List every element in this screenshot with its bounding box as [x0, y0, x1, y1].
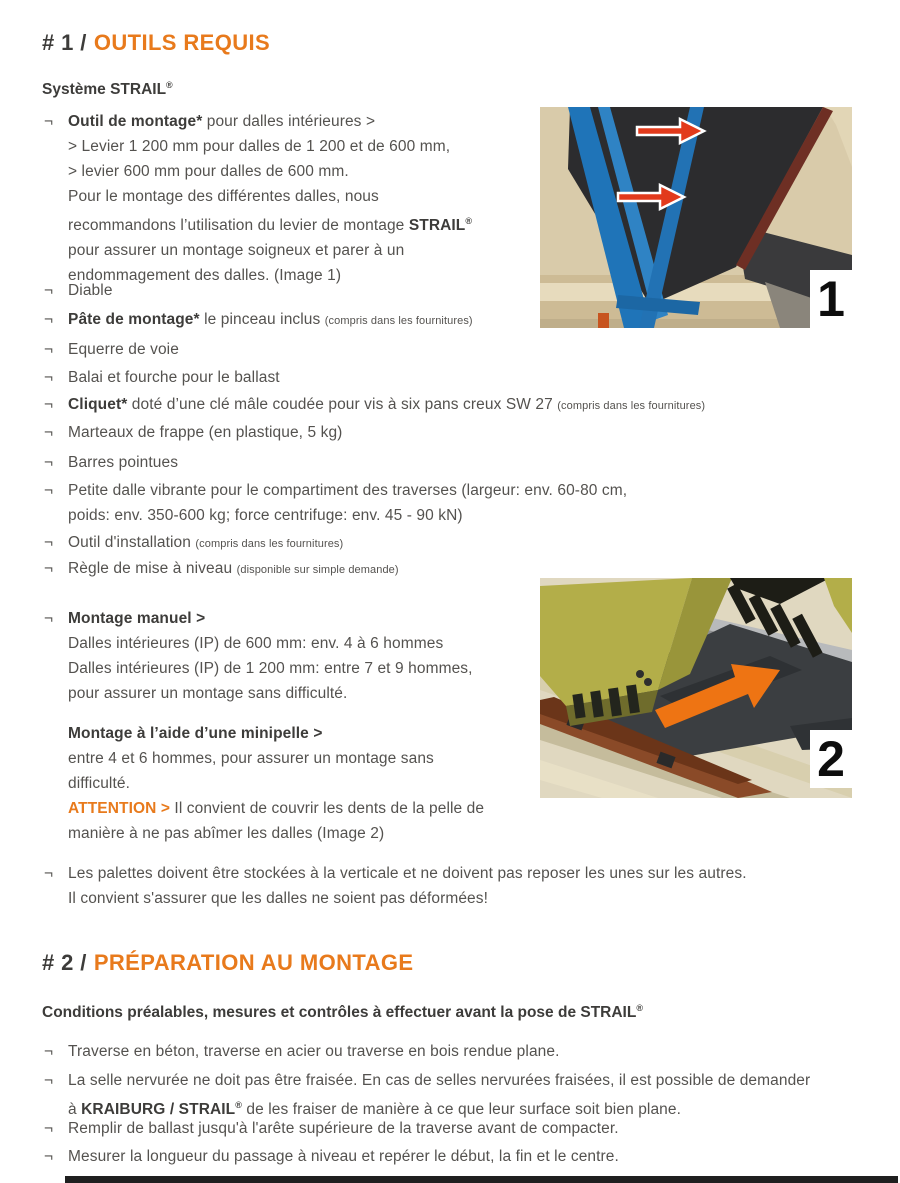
- excavator-panel-photo-illustration: [540, 578, 852, 798]
- rail-panel-photo-illustration: [540, 107, 852, 328]
- list-item: ¬ Les palettes doivent être stockées à la verticale et ne doivent pas reposer les unes sur les autres. Il convient s'assurer que les dalles ne soient pas déformées!: [44, 865, 747, 907]
- list-item: ¬ Balai et fourche pour le ballast: [44, 369, 280, 386]
- image-number-badge: 2: [810, 730, 852, 788]
- bullet-marker: ¬: [44, 113, 54, 130]
- section1-number: # 1 /: [42, 30, 87, 55]
- section2-number: # 2 /: [42, 950, 87, 975]
- section1-heading: [42, 30, 270, 56]
- registered-mark: ®: [465, 216, 473, 226]
- list-item: ¬ Montage manuel > Dalles intérieures (IP) de 600 mm: env. 4 à 6 hommes Dalles intérieures (IP) de 1 200 mm: entre 7 et 9 hommes, pour assurer un montage sans difficulté.: [44, 610, 473, 702]
- section1-subtitle: Système STRAIL®: [42, 80, 173, 99]
- list-item: ¬ La selle nervurée ne doit pas être fraisée. En cas de selles nervurées fraisées, il est possible de demander à KRAIBURG / STRAIL® de les fraiser de manière à ce que leur surface soit bien plane.: [44, 1072, 811, 1119]
- bottom-rule: [65, 1176, 898, 1183]
- image-number-badge: 1: [810, 270, 852, 328]
- registered-mark: ®: [636, 1003, 643, 1013]
- list-item: ¬ Cliquet* doté d’une clé mâle coudée pour vis à six pans creux SW 27 (compris dans les fournitures): [44, 396, 706, 413]
- photo-montage-levier: [540, 107, 852, 328]
- sub-section-minipelle: Montage à l’aide d’une minipelle > entre 4 et 6 hommes, pour assurer un montage sans difficulté.: [68, 725, 434, 792]
- list-item: ¬ Pâte de montage* le pinceau inclus (compris dans les fournitures): [44, 311, 473, 328]
- list-item: ¬ Marteaux de frappe (en plastique, 5 kg): [44, 424, 343, 441]
- list-item: ¬ Traverse en béton, traverse en acier ou traverse en bois rendue plane.: [44, 1043, 560, 1060]
- list-item: ¬ Remplir de ballast jusqu'à l'arête supérieure de la traverse avant de compacter.: [44, 1120, 619, 1137]
- attention-label: ATTENTION >: [68, 800, 170, 817]
- list-item: ¬ Règle de mise à niveau (disponible sur simple demande): [44, 560, 399, 577]
- registered-mark: ®: [166, 80, 173, 90]
- list-item: ¬ Diable: [44, 282, 113, 299]
- list-item: ¬ Outil d'installation (compris dans les fournitures): [44, 534, 344, 551]
- section2-heading: [42, 950, 413, 976]
- registered-mark: ®: [235, 1100, 242, 1110]
- attention-note: ATTENTION > Il convient de couvrir les dents de la pelle de manière à ne pas abîmer les dalles (Image 2): [68, 800, 485, 842]
- list-item: ¬ Mesurer la longueur du passage à niveau et repérer le début, la fin et le centre.: [44, 1148, 619, 1165]
- section1-title: OUTILS REQUIS: [93, 30, 271, 55]
- list-item: ¬ Petite dalle vibrante pour le compartiment des traverses (largeur: env. 60-80 cm, poids: env. 350-600 kg; force centrifuge: env. 45 - 90 kN): [44, 482, 628, 524]
- list-item: ¬ Outil de montage* pour dalles intérieures > > Levier 1 200 mm pour dalles de 1 200 et de 600 mm, > levier 600 mm pour dalles de 600 mm. Pour le montage des différentes dalles, nous recommandons l’utilisation du levier de montage STRAIL® pour assurer un montage soigneux et parer à un endommagement des dalles. (Image 1): [44, 109, 472, 288]
- list-item: ¬ Barres pointues: [44, 454, 179, 471]
- section2-subtitle: Conditions préalables, mesures et contrôles à effectuer avant la pose de STRAIL®: [42, 1003, 643, 1022]
- section2-title: PRÉPARATION AU MONTAGE: [93, 950, 414, 975]
- photo-montage-minipelle: [540, 578, 852, 798]
- list-item: ¬ Equerre de voie: [44, 341, 179, 358]
